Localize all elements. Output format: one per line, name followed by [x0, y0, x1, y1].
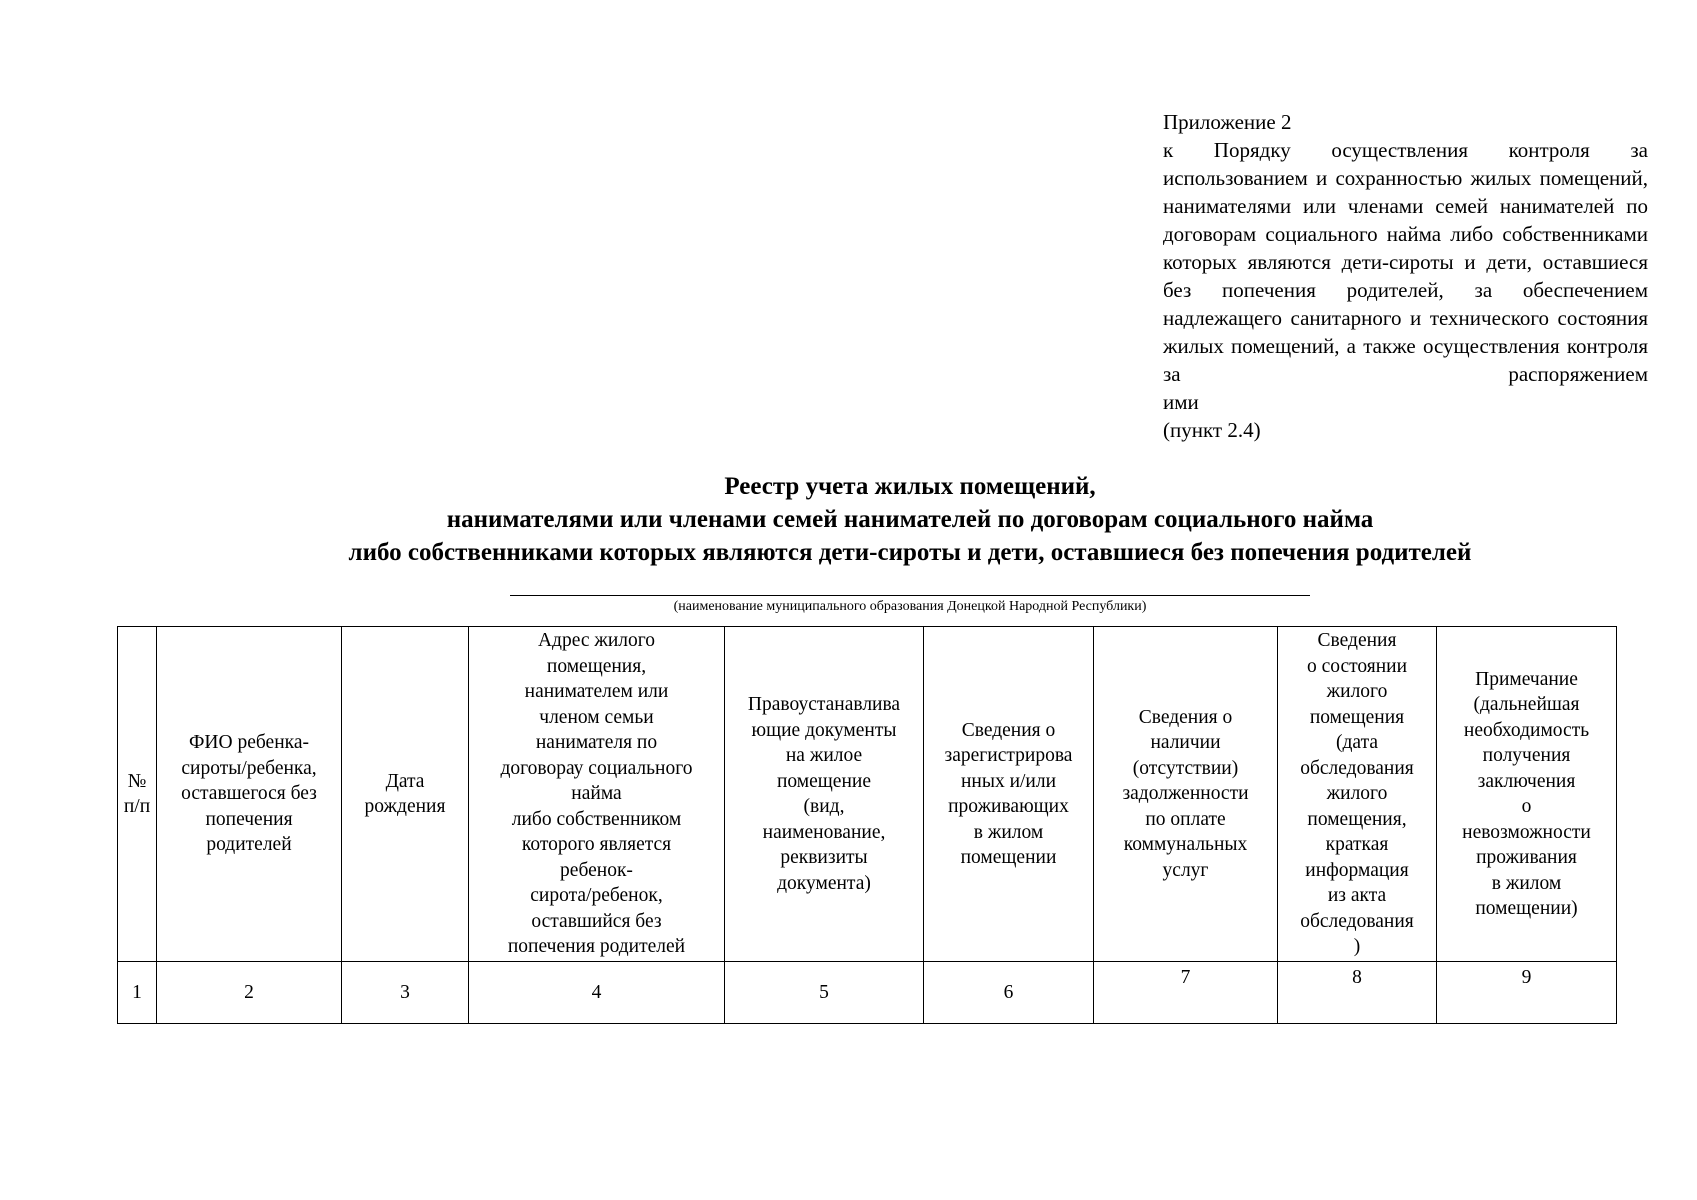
- header-cell: Адрес жилого помещения, нанимателем или членом семьи нанимателя по договорау социального найма либо собственником которого является ребенок- сирота/ребенок, оставшийся без попечения родителей: [469, 627, 725, 962]
- header-cell: Сведения о наличии (отсутствии) задолженности по оплате коммунальных услуг: [1094, 627, 1278, 962]
- title-line-3: либо собственниками которых являются дети-сироты и дети, оставшиеся без попечения родителей: [348, 539, 1472, 566]
- registry-table: [117, 626, 1617, 1024]
- header-cell: Дата рождения: [342, 627, 469, 962]
- appendix-heading: Приложение 2: [1163, 110, 1292, 134]
- column-number-cell: 6: [924, 962, 1094, 1024]
- appendix-body: к Порядку осуществления контроля за использованием и сохранностью жилых помещений, нанимателями или членами семей нанимателей по договорам социального найма либо собственниками которых являются дети-сироты и дети, оставшиеся без попечения родителей, за обеспечением надлежащего санитарного и технического состояния жилых помещений, а также осуществления контроля за распоряжением: [1163, 138, 1648, 386]
- header-cell: № п/п: [118, 627, 157, 962]
- column-number-cell: 5: [725, 962, 924, 1024]
- column-number-cell: 9: [1437, 962, 1617, 1024]
- column-number-cell: 2: [157, 962, 342, 1024]
- title-line-1: Реестр учета жилых помещений,: [724, 473, 1096, 500]
- column-number-cell: 4: [469, 962, 725, 1024]
- table-number-row: [118, 962, 1617, 1024]
- appendix-block: [1163, 108, 1648, 444]
- column-number-cell: 3: [342, 962, 469, 1024]
- appendix-point: (пункт 2.4): [1163, 418, 1261, 442]
- header-cell: Сведения о зарегистрирова нных и/или проживающих в жилом помещении: [924, 627, 1094, 962]
- title-line-2: нанимателями или членами семей нанимателей по договорам социального найма: [446, 506, 1374, 533]
- header-cell: Сведения о состоянии жилого помещения (дата обследования жилого помещения, краткая информация из акта обследования ): [1278, 627, 1437, 962]
- header-cell: Правоустанавлива ющие документы на жилое помещение (вид, наименование, реквизиты документа): [725, 627, 924, 962]
- column-number-cell: 1: [118, 962, 157, 1024]
- column-number-cell: 7: [1094, 962, 1278, 1024]
- table-header-row: [118, 627, 1617, 962]
- document-title: [0, 470, 1697, 569]
- header-cell: ФИО ребенка- сироты/ребенка, оставшегося без попечения родителей: [157, 627, 342, 962]
- municipality-caption: (наименование муниципального образования Донецкой Народной Республики): [510, 595, 1310, 616]
- appendix-body-last: ими: [1163, 390, 1199, 414]
- header-cell: Примечание (дальнейшая необходимость получения заключения о невозможности проживания в жилом помещении): [1437, 627, 1617, 962]
- column-number-cell: 8: [1278, 962, 1437, 1024]
